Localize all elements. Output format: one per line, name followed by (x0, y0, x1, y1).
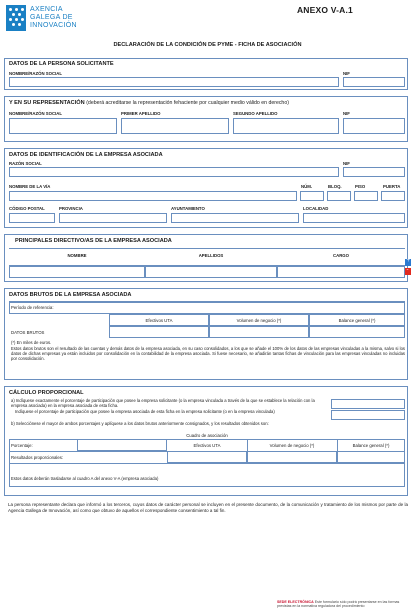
nif-label: NIF (343, 111, 350, 116)
section-title: CÁLCULO PROPORCIONAL (9, 390, 84, 396)
col-efectivos: Efectivos UTA (193, 443, 221, 448)
sede-electronica-footer: SEDE ELECTRÓNICA Este formulario sólo podrá presentarse en las formas previstas en la normativa reguladora del procedimiento (277, 600, 400, 609)
via-label: NOMBRE DE LA VÍA (9, 184, 51, 189)
section-title: DATOS DE LA PERSONA SOLICITANTE (9, 61, 114, 67)
brutos-balance-field[interactable] (309, 326, 405, 338)
logo-text: AXENCIA GALEGA DE INNOVACIÓN (30, 6, 77, 29)
empresa-nif-field[interactable] (343, 167, 405, 177)
col-volumen: Volumen de negocio (*) (269, 443, 315, 448)
col-balance: Balance general (*) (338, 318, 376, 323)
result-volumen-field[interactable] (247, 451, 337, 463)
item-b: b) Selecciónese el mayor de ambos porcentajes y aplíquese a los datos brutos anteriormente consignados, y los resultados obtenidos son: (11, 421, 269, 426)
directivo-cargo-field[interactable] (277, 266, 405, 278)
puerta-field[interactable] (381, 191, 405, 201)
resultados-label: Resultados proporcionales: (11, 455, 64, 460)
section-title: PRINCIPALES DIRECTIVO/AS DE LA EMPRESA ASOCIADA (15, 238, 172, 244)
section-representacion (4, 96, 408, 142)
bloq-label: BLOQ. (328, 184, 342, 189)
col-efectivos: Efectivos UTA (145, 318, 173, 323)
piso-field[interactable] (354, 191, 378, 201)
section-directivos (4, 234, 411, 282)
result-efectivos-field[interactable] (167, 451, 247, 463)
brutos-efectivos-field[interactable] (109, 326, 209, 338)
add-row-icon[interactable]: + (406, 258, 411, 264)
rep-nif-field[interactable] (343, 118, 405, 134)
ayuntamiento-field[interactable] (171, 213, 299, 223)
name-label: NOMBRE/RAZÓN SOCIAL (9, 111, 62, 116)
brutos-paragraph: Estos datos brutos son el resultado de las cuentas y demás datos de la empresa asociada, en su caso consolidados, a los que se añade el 100% de los datos de las empresas vinculadas a la misma, salvo si los datos de dichas empresas ya están incluidos por consolidación en la contabilidad de la empresa asociada. Si fuese necesario, se añadirán tantas fichas de vinculación para las empresas vinculadas no incluidas por consolidación. (11, 346, 405, 362)
section-title: DATOS BRUTOS DE LA EMPRESA ASOCIADA (9, 292, 132, 298)
brutos-volumen-field[interactable] (209, 326, 309, 338)
provincia-label: PROVINCIA (59, 206, 83, 211)
cp-field[interactable] (9, 213, 55, 223)
localidad-field[interactable] (303, 213, 405, 223)
periodo-label: Período de referencia: (11, 305, 54, 310)
porcentaje-label: Porcentaje: (11, 443, 33, 448)
section-title: Y EN SU REPRESENTACIÓN (deberá acreditarse la representación fehaciente por cualquier medio válido en derecho) (9, 100, 289, 106)
solicitante-nif-field[interactable] (343, 77, 405, 87)
directivo-apellidos-field[interactable] (145, 266, 277, 278)
item-a2: Indíquese el porcentaje de participación que posee la empresa asociada de esta ficha en la empresa solicitante (o en la empresa vinculada) (15, 409, 275, 414)
col-apellidos: APELLIDOS (198, 253, 224, 258)
ayuntamiento-label: AYUNTAMIENTO (171, 206, 205, 211)
logo-emblem-icon (6, 5, 26, 31)
section-identificacion (4, 148, 408, 228)
trasladar-note: Estos datos deberán trasladarse al cuadro A del anexo V-A (empresa asociada) (11, 476, 159, 481)
col-nombre: NOMBRE (67, 253, 87, 258)
rep-apellido1-field[interactable] (121, 118, 229, 134)
porcentaje-a2-field[interactable] (331, 410, 405, 420)
porcentaje-a-field[interactable] (331, 399, 405, 409)
section-datos-brutos (4, 288, 408, 380)
rep-name-field[interactable] (9, 118, 117, 134)
bloq-field[interactable] (327, 191, 351, 201)
piso-label: PISO (355, 184, 366, 189)
remove-row-icon[interactable]: - (405, 268, 411, 275)
cuadro-title: Cuadro de asociación (186, 433, 228, 438)
declaration-text: La persona representante declara que informó a los terceros, cuyos datos de carácter personal se incluyen en el presente documento, de la comunicación y tratamiento de los mismos por parte de la Agencia Gallega de Innovación, así como que obtuvo de aquellos el correspondiente consentimiento a tal fin. (8, 502, 408, 513)
col-balance: Balance general (*) (352, 443, 390, 448)
via-field[interactable] (9, 191, 297, 201)
result-balance-field[interactable] (337, 451, 405, 463)
annex-code: ANEXO V-A.1 (296, 5, 353, 15)
localidad-label: LOCALIDAD (303, 206, 329, 211)
col-volumen: Volumen de negocio (*) (236, 318, 282, 323)
apellido1-label: PRIMER APELLIDO (121, 111, 161, 116)
razon-label: RAZÓN SOCIAL (9, 161, 42, 166)
razon-social-field[interactable] (9, 167, 339, 177)
item-a: a) Indíquese exactamente el porcentaje de participación que posee la empresa solicitante (o la empresa vinculada a través de la que se establece la relación con la empresa asociada) en la empresa asociada de esta ficha. (11, 398, 315, 409)
num-field[interactable] (300, 191, 324, 201)
periodo-field[interactable] (9, 302, 405, 314)
section-solicitante (4, 58, 408, 90)
sede-brand: SEDE ELECTRÓNICA (277, 600, 314, 604)
col-cargo: CARGO (333, 253, 349, 258)
directivo-nombre-field[interactable] (9, 266, 145, 278)
num-label: NÚM. (301, 184, 312, 189)
puerta-label: PUERTA (383, 184, 401, 189)
nif-label: NIF (343, 161, 350, 166)
document-title: DECLARACIÓN DE LA CONDICIÓN DE PYME - FICHA DE ASOCIACIÓN (113, 42, 302, 48)
footnote: (*) En miles de euros. (11, 340, 52, 345)
apellido2-label: SEGUNDO APELLIDO (233, 111, 278, 116)
name-label: NOMBRE/RAZÓN SOCIAL (9, 71, 62, 76)
porcentaje-field[interactable] (77, 439, 167, 451)
section-calculo (4, 386, 408, 496)
datos-brutos-label: DATOS BRUTOS (11, 330, 45, 335)
nif-label: NIF (343, 71, 350, 76)
section-title: DATOS DE IDENTIFICACIÓN DE LA EMPRESA ASOCIADA (9, 152, 163, 158)
provincia-field[interactable] (59, 213, 167, 223)
agency-logo (6, 5, 116, 31)
solicitante-name-field[interactable] (9, 77, 339, 87)
rep-apellido2-field[interactable] (233, 118, 339, 134)
cp-label: CÓDIGO POSTAL (9, 206, 45, 211)
